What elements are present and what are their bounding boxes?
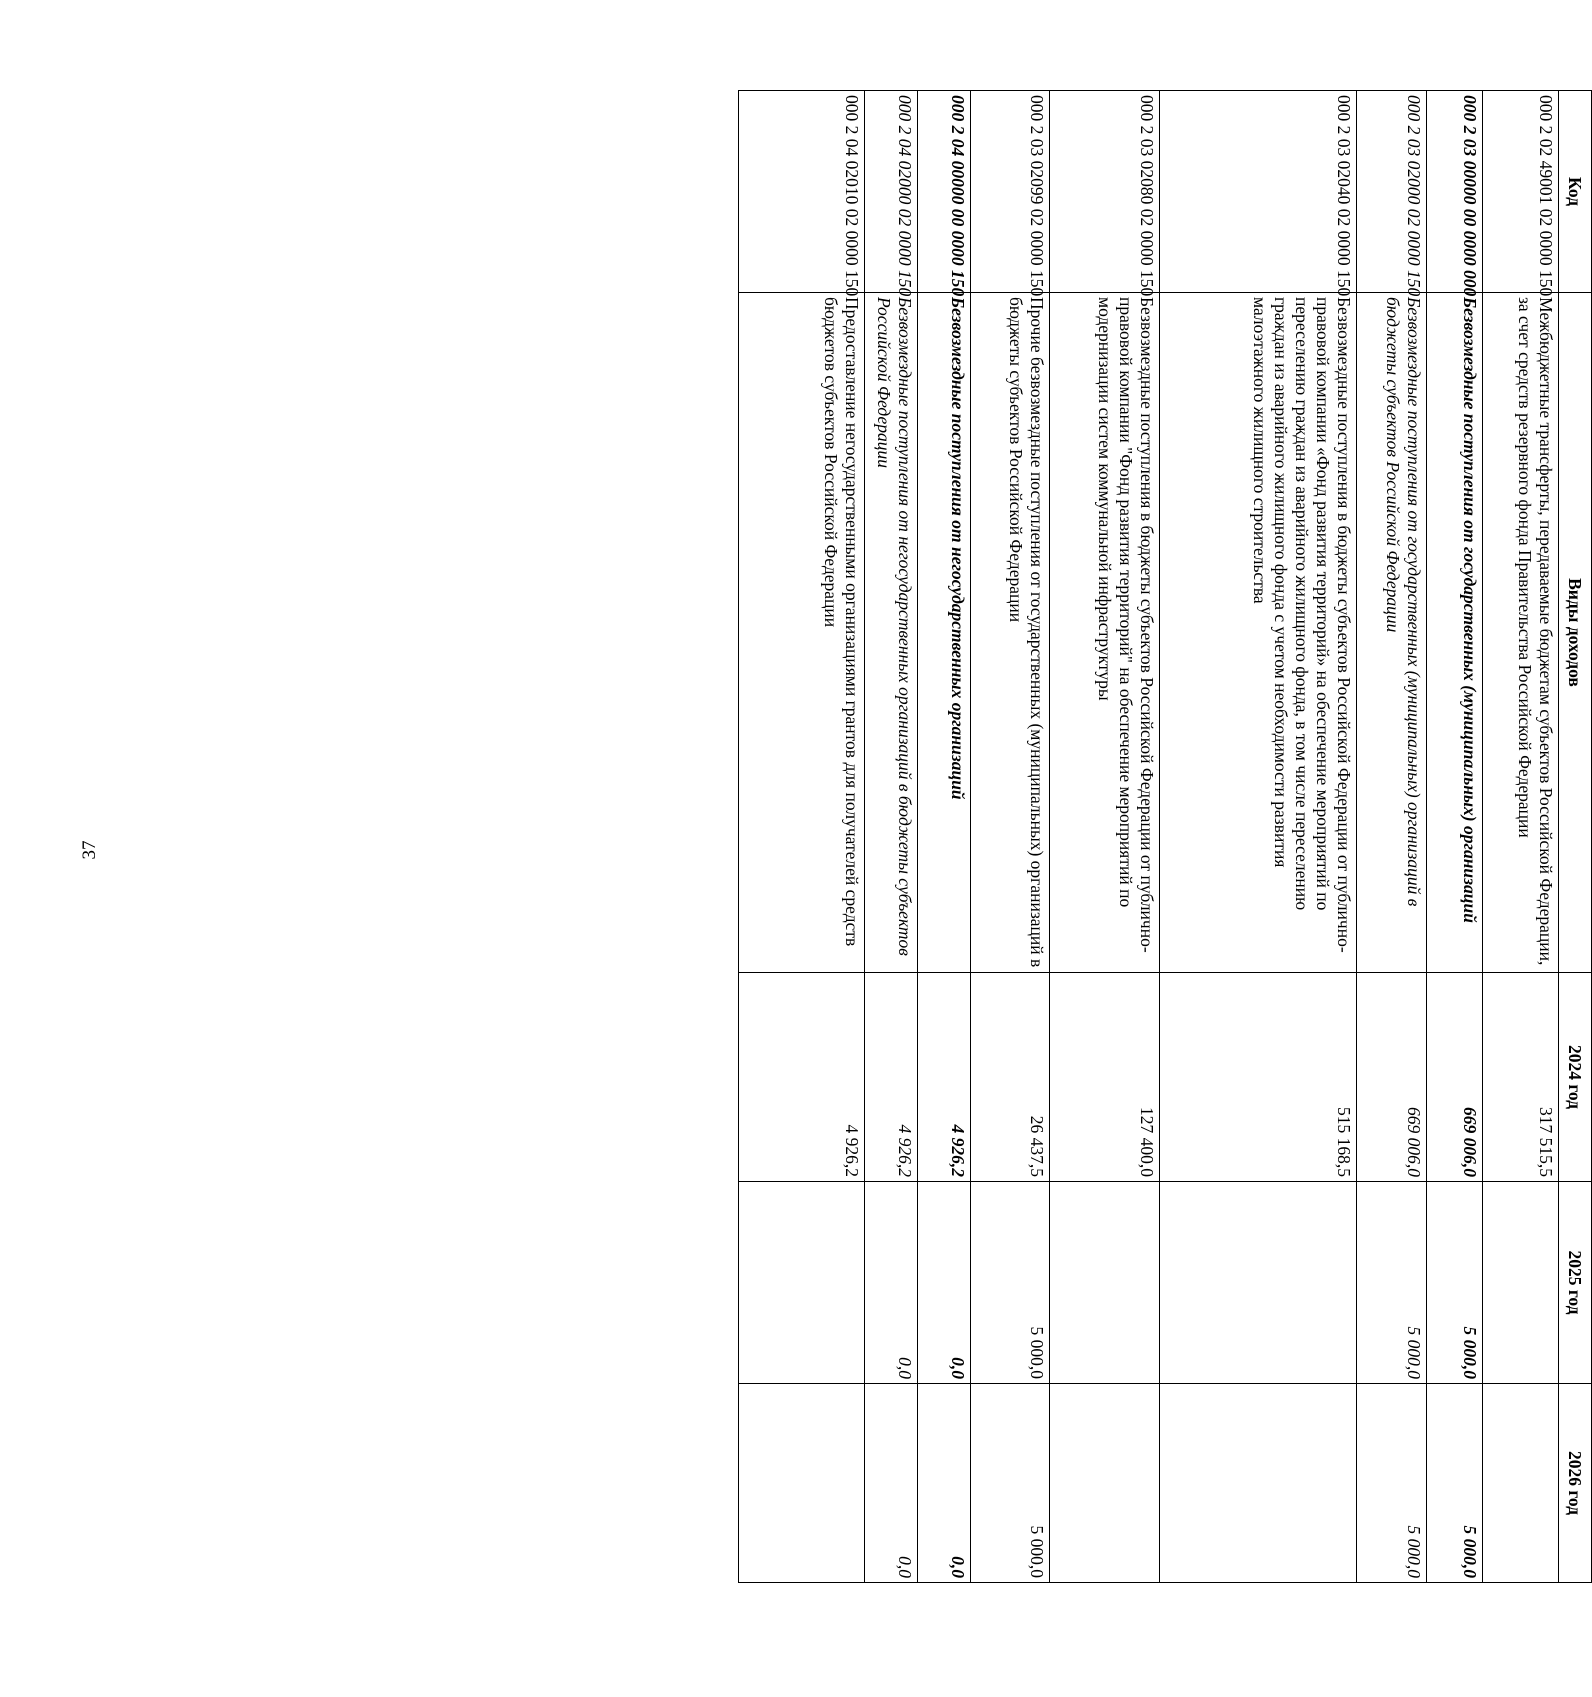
cell-2025: 5 000,0 — [1357, 1182, 1427, 1384]
cell-2025: 0,0 — [918, 1182, 971, 1384]
header-2026: 2026 год — [1559, 1384, 1592, 1583]
header-2025: 2025 год — [1559, 1182, 1592, 1384]
table-row — [1050, 91, 1160, 1583]
cell-2025 — [739, 1182, 865, 1384]
table-row — [1483, 91, 1559, 1583]
cell-2026: 5 000,0 — [971, 1384, 1050, 1583]
cell-2025 — [1050, 1182, 1160, 1384]
table-row — [1357, 91, 1427, 1583]
header-code: Код — [1559, 91, 1592, 293]
cell-code: 000 2 04 02000 02 0000 150 — [865, 91, 918, 293]
cell-2026: 5 000,0 — [1427, 1384, 1483, 1583]
cell-name: Безвозмездные поступления от негосударственных организаций в бюджеты субъектов Российской Федерации — [865, 293, 918, 973]
cell-name: Прочие безвозмездные поступления от государственных (муниципальных) организаций в бюджеты субъектов Российской Федерации — [971, 293, 1050, 973]
cell-2024: 669 006,0 — [1357, 973, 1427, 1182]
cell-2024: 26 437,5 — [971, 973, 1050, 1182]
cell-code: 000 2 04 02010 02 0000 150 — [739, 91, 865, 293]
cell-2024: 669 006,0 — [1427, 973, 1483, 1182]
cell-code: 000 2 03 02040 02 0000 150 — [1160, 91, 1357, 293]
cell-2026 — [1050, 1384, 1160, 1583]
cell-2026 — [1483, 1384, 1559, 1583]
cell-2025 — [1160, 1182, 1357, 1384]
table-row — [918, 91, 971, 1583]
cell-2025 — [1483, 1182, 1559, 1384]
cell-name: Безвозмездные поступления от государственных (муниципальных) организаций в бюджеты субъектов Российской Федерации — [1357, 293, 1427, 973]
cell-2025: 5 000,0 — [1427, 1182, 1483, 1384]
cell-name: Безвозмездные поступления в бюджеты субъектов Российской Федерации от публично-правовой компании "Фонд развития территорий" на обеспечение мероприятий по модернизации систем коммунальной инфраструктуры — [1050, 293, 1160, 973]
table-row — [1160, 91, 1357, 1583]
cell-2024: 515 168,5 — [1160, 973, 1357, 1182]
cell-code: 000 2 04 00000 00 0000 150 — [918, 91, 971, 293]
cell-2024: 127 400,0 — [1050, 973, 1160, 1182]
cell-2026 — [1160, 1384, 1357, 1583]
cell-2024: 4 926,2 — [918, 973, 971, 1182]
table-row — [971, 91, 1050, 1583]
table-row — [865, 91, 918, 1583]
cell-name: Безвозмездные поступления от государственных (муниципальных) организаций — [1427, 293, 1483, 973]
cell-name: Предоставление негосударственными организациями грантов для получателей средств бюджетов субъектов Российской Федерации — [739, 293, 865, 973]
cell-2024: 4 926,2 — [865, 973, 918, 1182]
cell-2026: 5 000,0 — [1357, 1384, 1427, 1583]
table-row — [1427, 91, 1483, 1583]
cell-2025: 5 000,0 — [971, 1182, 1050, 1384]
header-2024: 2024 год — [1559, 973, 1592, 1182]
cell-code: 000 2 03 00000 00 0000 000 — [1427, 91, 1483, 293]
cell-name: Безвозмездные поступления в бюджеты субъектов Российской Федерации от публично-правовой компании «Фонд развития территорий» на обеспечение мероприятий по переселению граждан из аварийного жилищного фонда, в том числе переселению граждан из аварийного жилищного фонда с учетом необходимости развития малоэтажного жилищного строительства — [1160, 293, 1357, 973]
cell-2026: 0,0 — [865, 1384, 918, 1583]
cell-name: Безвозмездные поступления от негосударственных организаций — [918, 293, 971, 973]
cell-code: 000 2 03 02080 02 0000 150 — [1050, 91, 1160, 293]
cell-name: Межбюджетные трансферты, передаваемые бюджетам субъектов Российской Федерации, за счет средств резервного фонда Правительства Российской Федерации — [1483, 293, 1559, 973]
header-name: Виды доходов — [1559, 293, 1592, 973]
cell-code: 000 2 03 02099 02 0000 150 — [971, 91, 1050, 293]
rotated-table-container — [739, 90, 1592, 1582]
cell-2025: 0,0 — [865, 1182, 918, 1384]
cell-2026 — [739, 1384, 865, 1583]
cell-2024: 4 926,2 — [739, 973, 865, 1182]
income-table — [738, 90, 1592, 1583]
table-row — [739, 91, 865, 1583]
cell-code: 000 2 03 02000 02 0000 150 — [1357, 91, 1427, 293]
cell-code: 000 2 02 49001 02 0000 150 — [1483, 91, 1559, 293]
table-header-row — [1559, 91, 1592, 1583]
page-number: 37 — [79, 840, 100, 860]
cell-2024: 317 515,5 — [1483, 973, 1559, 1182]
cell-2026: 0,0 — [918, 1384, 971, 1583]
